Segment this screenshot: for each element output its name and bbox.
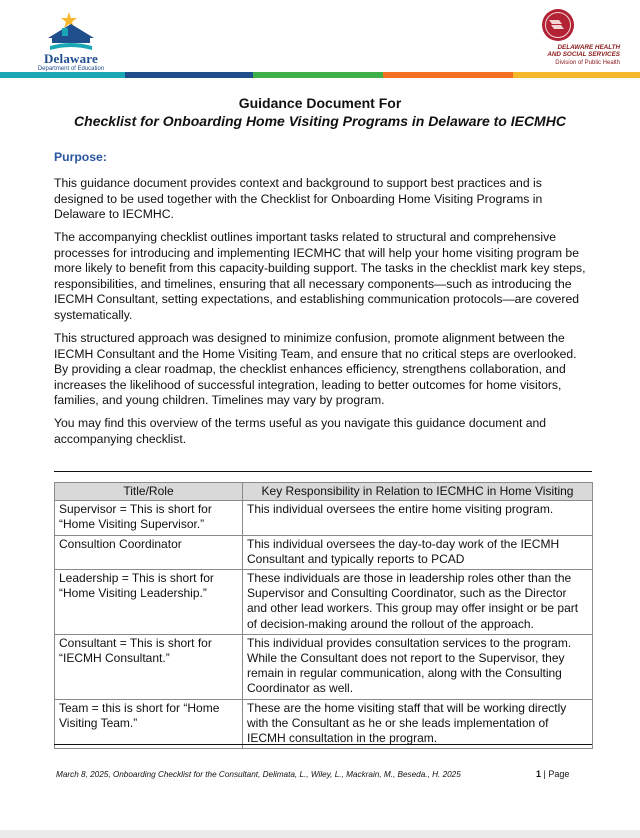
page-bottom-strip [0,830,640,838]
responsibility-cell: This individual oversees the day-to-day work of the IECMH Consultant and typically reports to PCAD [243,535,593,569]
role-cell: Consultant = This is short for “IECMH Consultant.” [55,634,243,699]
responsibility-cell: These are the home visiting staff that will be working directly with the Consultant as he or she leads implementation of IECMH consultation in the program. [243,699,593,749]
dhss-seal-icon [540,8,576,42]
doe-logo-subtext: Department of Education [37,66,105,72]
dhss-name-line1: DELAWARE HEALTH [557,44,620,51]
table-row [55,634,593,699]
role-cell: Supervisor = This is short for “Home Visiting Supervisor.” [55,501,243,535]
delaware-doe-logo [34,10,108,72]
document-subtitle: Checklist for Onboarding Home Visiting Programs in Delaware to IECMHC [74,113,566,129]
roles-table [54,482,593,749]
page-number-label: | Page [543,769,570,779]
responsibility-cell: This individual oversees the entire home visiting program. [243,501,593,535]
color-bar-segment [253,72,383,78]
column-header: Title/Role [55,483,243,501]
role-cell: Team = this is short for “Home Visiting Team.” [55,699,243,749]
column-header: Key Responsibility in Relation to IECMHC in Home Visiting [243,483,593,501]
color-bar-segment [383,72,513,78]
table-row [55,535,593,569]
paragraph: The accompanying checklist outlines important tasks related to structural and comprehensive processes for introducing and implementing IECMHC that will help your home visiting program be more likely to benefit from this capacity-building support. The tasks in the checklist mark key steps, responsibilities, and timelines, ensuring that all necessary components—such as introducing the IECMH Consultant, setting expectations, and establishing communication protocols—are covered systematically. [54,230,586,322]
role-cell: Consultion Coordinator [55,535,243,569]
page-number [536,769,569,779]
responsibility-cell: These individuals are those in leadership roles other than the Supervisor and Consulting Coordinator, such as the Director and other lead workers. This group may offer insight or be part of decision-making around the rollout of the approach. [243,570,593,635]
table-header-row [55,483,593,501]
table-row [55,570,593,635]
paragraph: This structured approach was designed to minimize confusion, promote alignment between the IECMH Consultant and the Home Visiting Team, and ensure that no critical steps are overlooked. By providing a clear roadmap, the checklist enhances efficiency, strengthens collaboration, and increases the likelihood of successful integration, leading to better outcomes for home visitors, families, and young children. Timelines may vary by program. [54,331,577,408]
color-bar-segment [0,72,125,78]
table-row [55,501,593,535]
page-header [0,0,640,80]
role-cell: Leadership = This is short for “Home Visiting Leadership.” [55,570,243,635]
header-color-bar [0,72,640,78]
dhss-division: Division of Public Health [555,60,620,66]
footer-citation: March 8, 2025, Onboarding Checklist for the Consultant, Delimata, L., Wiley, L., Mackrain, M., Beseda., H. 2025 [56,770,461,779]
color-bar-segment [125,72,253,78]
dhss-logo [510,8,620,70]
purpose-heading: Purpose: [54,150,107,164]
document-title: Guidance Document For [238,95,402,111]
table-bottom-rule [54,744,592,745]
paragraph: This guidance document provides context and background to support best practices and is designed to be used together with the Checklist for Onboarding Home Visiting Programs in Delaware to IECMHC. [54,176,543,222]
paragraph: You may find this overview of the terms useful as you navigate this guidance document and accompanying checklist. [54,416,547,446]
table-top-rule [54,471,592,472]
dhss-name-line2: AND SOCIAL SERVICES [547,51,620,58]
table-row [55,699,593,749]
delaware-logo-text: Delaware [43,51,99,66]
page-number-value: 1 [536,769,542,779]
responsibility-cell: This individual provides consultation services to the program. While the Consultant does not report to the Supervisor, they remain in regular communication, along with the Consulting Coordinator as well. [243,634,593,699]
color-bar-segment [513,72,640,78]
schoolhouse-star-icon [34,10,108,54]
